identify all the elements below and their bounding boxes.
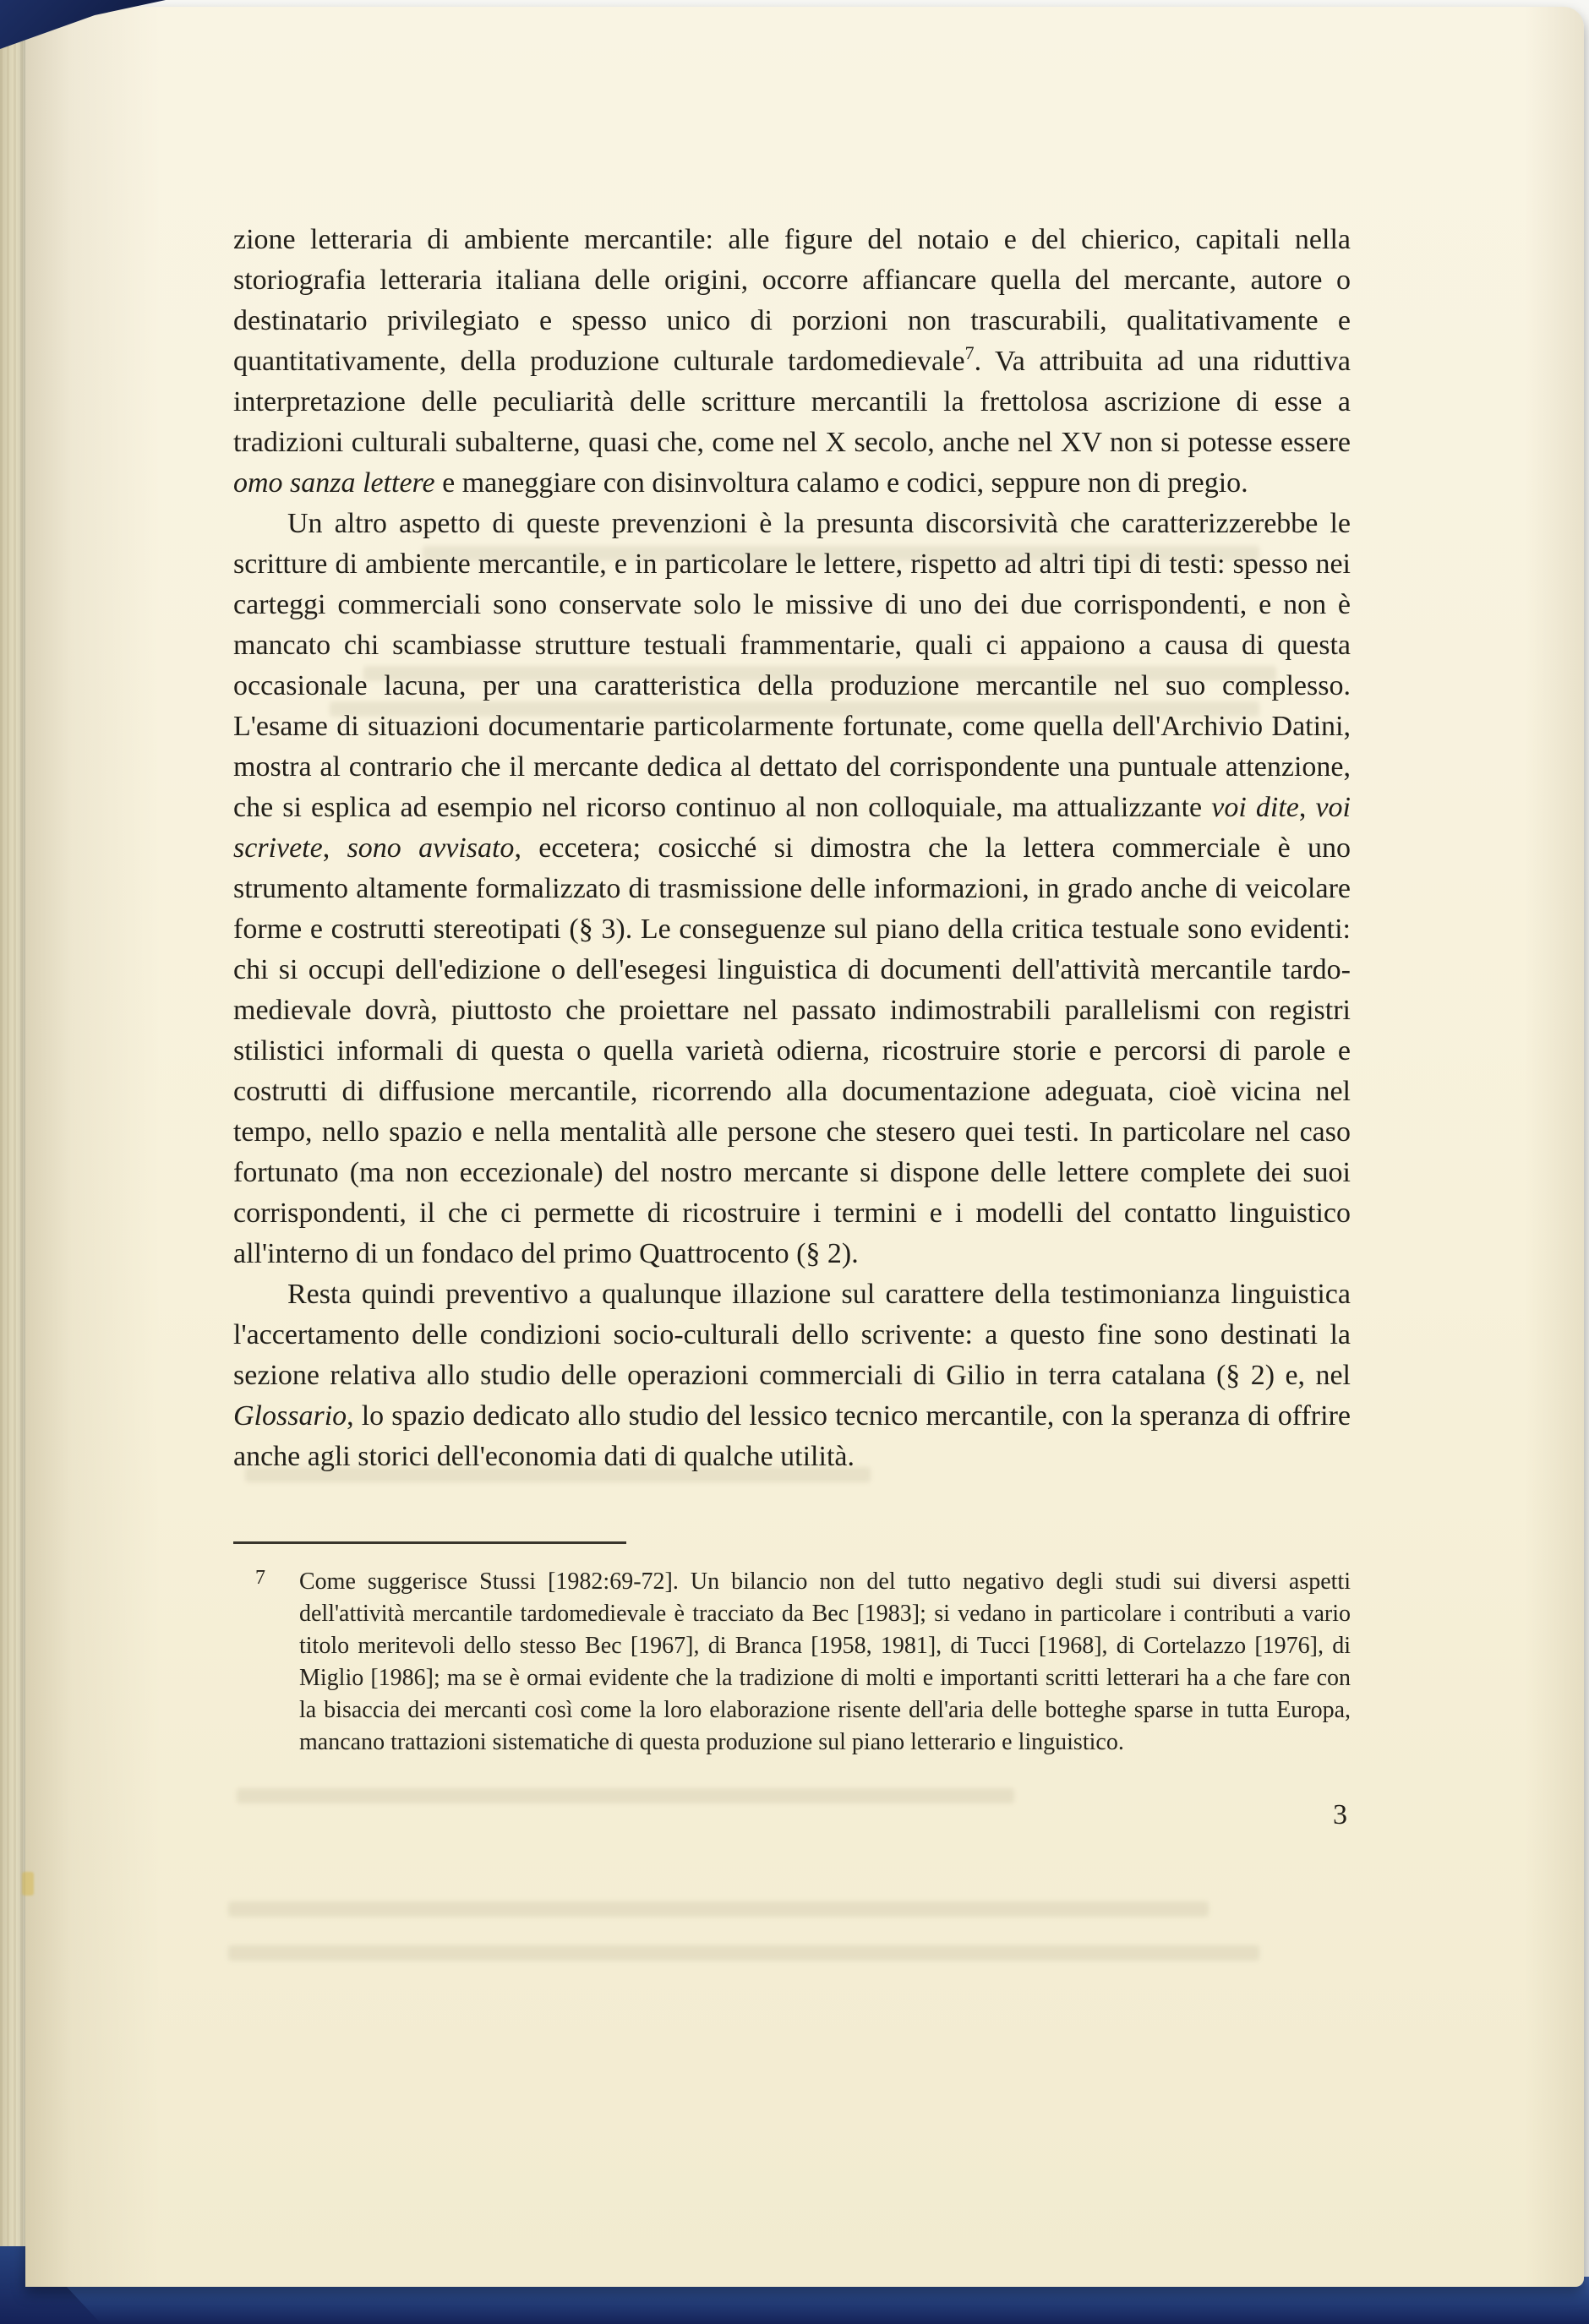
- text-segment: Glossario: [233, 1400, 347, 1432]
- text-segment: ,: [322, 832, 347, 864]
- text-segment: voi scrivete: [233, 792, 1351, 864]
- text-segment: , lo spazio dedicato allo studio del lessico tecnico mercantile, con la speranza di offrire anche agli storici dell'economia dati di qualche utilità.: [233, 1400, 1351, 1472]
- text-segment: ,: [1298, 792, 1316, 823]
- text-segment: Resta quindi preventivo a qualunque illazione sul carattere della testimonianza linguistica l'accertamento delle condizioni socio-culturali dello scrivente: a questo fine sono destinati la sezione relativa allo studio delle operazioni commerciali di Gilio in terra catalana (§ 2) e, nel: [233, 1279, 1351, 1391]
- text-segment: voi dite: [1211, 792, 1299, 823]
- footnote-text: [299, 1566, 1351, 1759]
- footnote-rule: [233, 1541, 626, 1544]
- text-segment: sono avvisato: [347, 832, 515, 864]
- text-segment: e maneggiare con disinvoltura calamo e codici, seppure non di pregio.: [434, 467, 1248, 499]
- text-segment: , eccetera; cosicché si dimostra che la lettera commerciale è uno strumento altamente formalizzato di trasmissione delle informazioni, in grado anche di veicolare forme e costrutti stereotipati (§ 3). Le conseguenze sul piano della critica testuale sono evidenti: chi si occupi dell'edizione o dell'esegesi linguistica di documenti dell'attività mercantile tardo-medievale dovrà, piuttosto che proiettare nel passato indimostrabili parallelismi con registri stilistici informali di questa o quella varietà odierna, ricostruire storie e percorsi di parole e costrutti di diffusione mercantile, ricorrendo alla documentazione adeguata, cioè vicina nel tempo, nello spazio e nella mentalità alle persone che stesero quei testi. In particolare nel caso fortunato (ma non eccezionale) del nostro mercante si dispone delle lettere complete dei suoi corrispondenti, il che ci permette di ricostruire i termini e i modelli del contatto linguistico all'interno di un fondaco del primo Quattrocento (§ 2).: [233, 832, 1351, 1269]
- book-page: [25, 7, 1584, 2287]
- show-through-artifact: [228, 1901, 1209, 1917]
- text-segment: Come suggerisce Stussi [1982:69-72]. Un bilancio non del tutto negativo degli studi sui diversi aspetti dell'attività mercantile tardomedievale è tracciato da Bec [1983]; si vedano in particolare i contributi a vario titolo meritevoli dello stesso Bec [1967], di Branca [1958, 1981], di Tucci [1968], di Cortelazzo [1976], di Miglio [1986]; ma se è ormai evidente che la tradizione di molti e importanti scritti letterari ha a che fare con la bisaccia dei mercanti così come la loro elaborazione risente dell'aria delle botteghe sparse in tutta Europa, mancano trattazioni sistematiche di questa produzione sul piano letterario e linguistico.: [299, 1568, 1351, 1755]
- footnote-marker: 7: [255, 1567, 265, 1589]
- show-through-artifact: [228, 1945, 1259, 1961]
- text-segment: Un altro aspetto di queste prevenzioni è la presunta discorsività che caratterizzerebbe le scritture di ambiente mercantile, e in particolare le lettere, rispetto ad altri tipi di testi: spesso nei carteggi commerciali sono conservate solo le missive di uno dei due corrispondenti, e non è mancato chi scambiasse strutture testuali frammentarie, quali ci appaiono a causa di questa occasionale lacuna, per una caratteristica della produzione mercantile nel suo complesso. L'esame di situazioni documentarie particolarmente fortunate, come quella dell'Archivio Datini, mostra al contrario che il mercante dedica al dettato del corrispondente una puntuale attenzione, che si esplica ad esempio nel ricorso continuo al non colloquiale, ma attualizzante: [233, 508, 1351, 823]
- footnotes: [233, 1566, 1351, 1759]
- body-paragraphs: [233, 220, 1351, 1477]
- text-segment: zione letteraria di ambiente mercantile: alle figure del notaio e del chierico, capitali nella storiografia letteraria italiana delle origini, occorre affiancare quella del mercante, autore o destinatario privilegiato e spesso unico di porzioni non trascurabili, qualitativamente e quantitativamente, della produzione culturale tardomedievale: [233, 224, 1351, 377]
- text-block: [233, 220, 1351, 1831]
- footnote: [255, 1566, 1351, 1759]
- text-segment: . Va attribuita ad una riduttiva interpretazione delle peculiarità delle scritture mercantili la frettolosa ascrizione di esse a tradizioni culturali subalterne, quasi che, come nel X secolo, anche nel XV non si potesse essere: [233, 346, 1351, 458]
- footnote-reference: 7: [964, 342, 975, 363]
- paragraph: [233, 220, 1351, 504]
- page-edge-stain: [22, 1872, 34, 1896]
- paragraph: [233, 1274, 1351, 1477]
- text-segment: omo sanza lettere: [233, 467, 435, 499]
- page-number: 3: [1333, 1799, 1347, 1830]
- paragraph: [233, 504, 1351, 1274]
